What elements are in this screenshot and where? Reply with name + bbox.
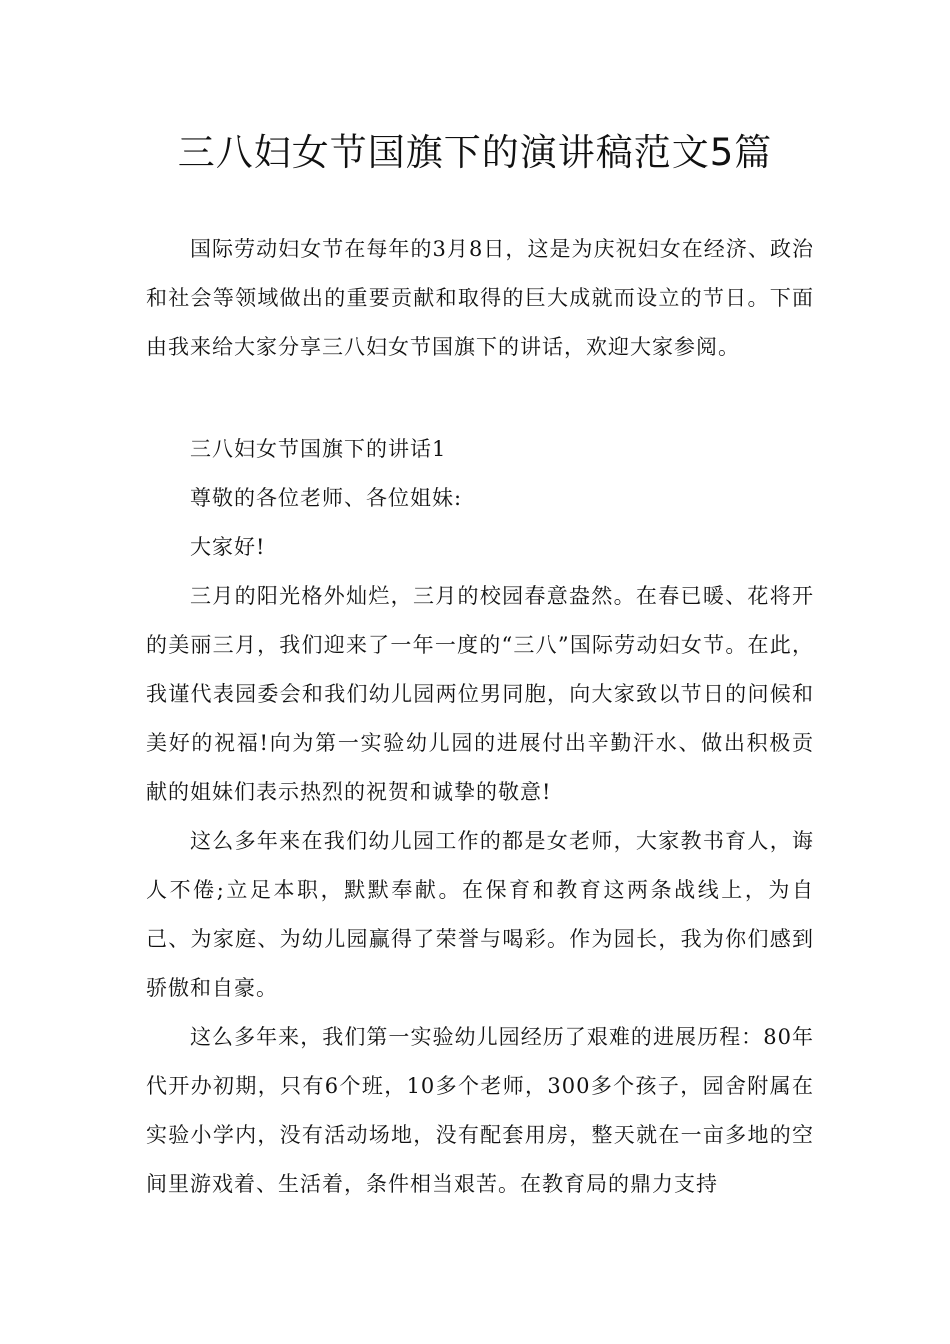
- body-paragraph: 三月的阳光格外灿烂，三月的校园春意盎然。在春已暖、花将开的美丽三月，我们迎来了一年一度的“三八”国际劳动妇女节。在此，我谨代表园委会和我们幼儿园两位男同胞，向大家致以节日的问候和美好的祝福!向为第一实验幼儿园的进展付出辛勤汗水、做出积极贡献的姐妹们表示热烈的祝贺和诚挚的敬意!: [146, 584, 814, 804]
- body-paragraph: 这么多年来在我们幼儿园工作的都是女老师，大家教书育人，诲人不倦;立足本职，默默奉献。在保育和教育这两条战线上，为自己、为家庭、为幼儿园赢得了荣誉与喝彩。作为园长，我为你们感到骄傲和自豪。: [146, 829, 814, 1000]
- section-heading: 三八妇女节国旗下的讲话1: [190, 437, 447, 461]
- body-paragraph: 这么多年来，我们第一实验幼儿园经历了艰难的进展历程：80年代开办初期，只有6个班，10多个老师，300多个孩子，园舍附属在实验小学内，没有活动场地，没有配套用房，整天就在一亩多地的空间里游戏着、生活着，条件相当艰苦。在教育局的鼎力支持: [146, 1025, 814, 1196]
- speech-section: [146, 425, 814, 1209]
- intro-paragraph: 国际劳动妇女节在每年的3月8日，这是为庆祝妇女在经济、政治和社会等领域做出的重要贡献和取得的巨大成就而设立的节日。下面由我来给大家分享三八妇女节国旗下的讲话，欢迎大家参阅。: [146, 237, 814, 359]
- intro-section: [146, 225, 814, 372]
- salutation: 尊敬的各位老师、各位姐妹:: [190, 486, 463, 510]
- greeting: 大家好!: [190, 535, 266, 559]
- document-title: 三八妇女节国旗下的演讲稿范文5篇: [177, 131, 773, 174]
